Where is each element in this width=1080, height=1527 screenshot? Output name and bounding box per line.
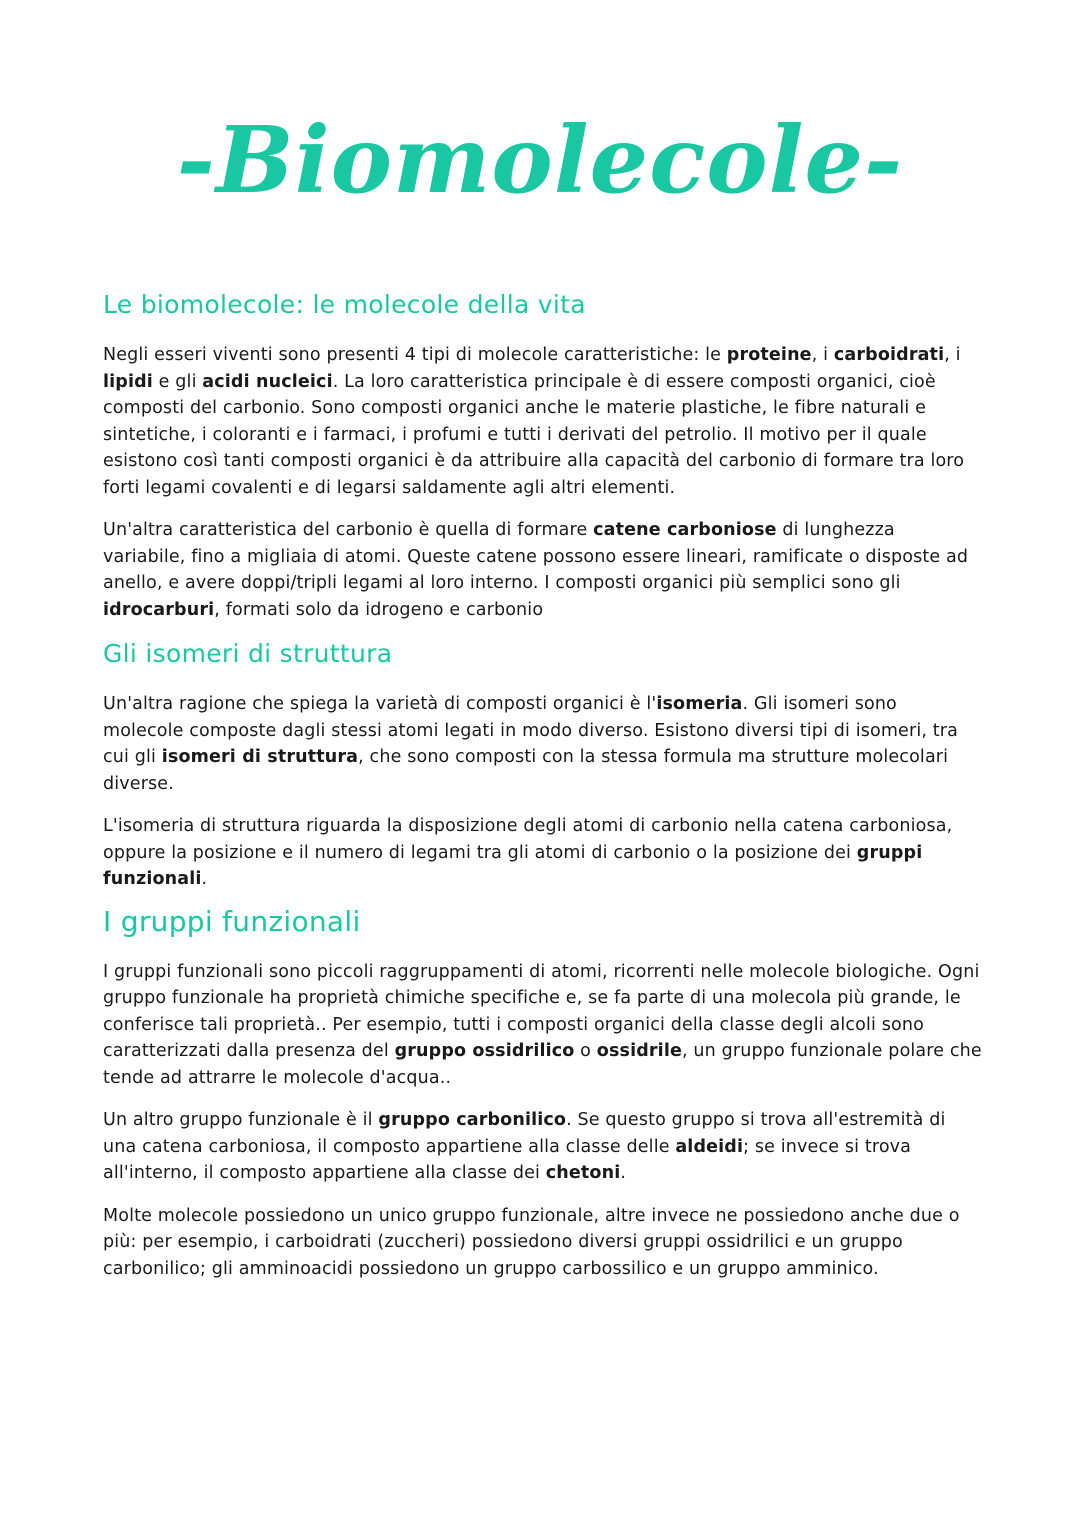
text-run: di lunghezza variabile, fino a migliaia di atomi. Queste catene possono essere lineari, ramificate o disposte ad anello, e avere doppi/tripli legami al loro interno. I composti organici più semplici sono gli [103,520,969,593]
paragraph [103,959,983,1092]
section-heading: Le biomolecole: le molecole della vita [103,290,586,319]
text-run: , formati solo da idrogeno e carbonio [214,599,544,620]
text-run: Negli esseri viventi sono presenti 4 tipi di molecole caratteristiche: le [103,345,727,365]
text-run: L'isomeria di struttura riguarda la disposizione degli atomi di carbonio nella catena carboniosa, oppure la posizione e il numero di legami tra gli atomi di carbonio o la posizione dei [103,816,953,863]
section-heading: I gruppi funzionali [103,904,361,938]
bold-term: gruppi funzionali [103,842,923,889]
paragraph [103,1107,983,1187]
paragraph [103,1203,983,1283]
bold-term: aldeidi [675,1136,744,1157]
text-run: . [201,869,208,889]
text-run: , un gruppo funzionale polare che tende ad attrarre le molecole d'acqua.. [103,1041,982,1088]
text-run: Un altro gruppo funzionale è il [103,1110,379,1130]
section-isomeri [103,637,983,893]
bold-term: acidi nucleici [202,371,333,392]
section-gruppi-funzionali [103,905,983,1283]
bold-term: lipidi [103,371,153,392]
text-run: . La loro caratteristica principale è di essere composti organici, cioè composti del carbonio. Sono composti organici anche le materie plastiche, le fibre naturali e sintetiche, i coloranti e i farmaci, i profumi e tutti i derivati del petrolio. Il motivo per il quale esistono così tanti composti organici è da attribuire alla capacità del carbonio di formare tra loro forti legami covalenti e di legarsi saldamente agli altri elementi. [103,371,965,498]
text-run: I gruppi funzionali sono piccoli raggruppamenti di atomi, ricorrenti nelle molecole biologiche. Ogni gruppo funzionale ha proprietà chimiche specifiche e, se fa parte di una molecola più grande, le conferisce tali proprietà.. Per esempio, tutti i composti organici della classe degli alcoli sono caratterizzati dalla presenza del [103,961,980,1061]
bold-term: chetoni [545,1163,621,1183]
text-run: , che sono composti con la stessa formula ma strutture molecolari diverse. [103,747,949,794]
page-title: -Biomolecole- [176,106,904,214]
paragraph [103,813,983,893]
text-run: Un'altra caratteristica del carbonio è quella di formare [103,520,594,540]
text-run: Un'altra ragione che spiega la varietà di composti organici è l' [103,694,657,714]
bold-term: proteine [726,345,812,365]
bold-term: isomeria [656,694,743,714]
bold-term: ossidrile [596,1041,682,1061]
section-biomolecole [103,288,983,623]
bold-term: gruppo ossidrilico [394,1041,575,1061]
paragraph [103,517,983,623]
bold-term: catene carboniose [593,520,777,540]
paragraph [103,342,983,501]
text-run: o [574,1041,597,1061]
section-heading: Gli isomeri di struttura [103,639,393,668]
text-run: , i [811,345,834,365]
bold-term: carboidrati [833,345,945,365]
text-run: Molte molecole possiedono un unico gruppo funzionale, altre invece ne possiedono anche due o più: per esempio, i carboidrati (zuccheri) possiedono diversi gruppi ossidrilici e un gruppo carbonilico; gli amminoacidi possiedono un gruppo carbossilico e un gruppo amminico. [103,1205,960,1279]
text-run: . Se questo gruppo si trova all'estremità di una catena carboniosa, il composto appartiene alla classe delle [103,1110,946,1157]
document-body [103,288,983,1282]
text-run: , i [944,345,961,365]
paragraph [103,691,983,797]
text-run: e gli [152,371,203,392]
bold-term: isomeri di struttura [161,747,359,767]
text-run: . Gli isomeri sono molecole composte dagli stessi atomi legati in modo diverso. Esistono diversi tipi di isomeri, tra cui gli [103,694,958,767]
text-run: ; se invece si trova all'interno, il composto appartiene alla classe dei [103,1136,912,1183]
bold-term: idrocarburi [103,599,215,620]
text-run: . [620,1163,627,1183]
bold-term: gruppo carbonilico [378,1110,567,1130]
